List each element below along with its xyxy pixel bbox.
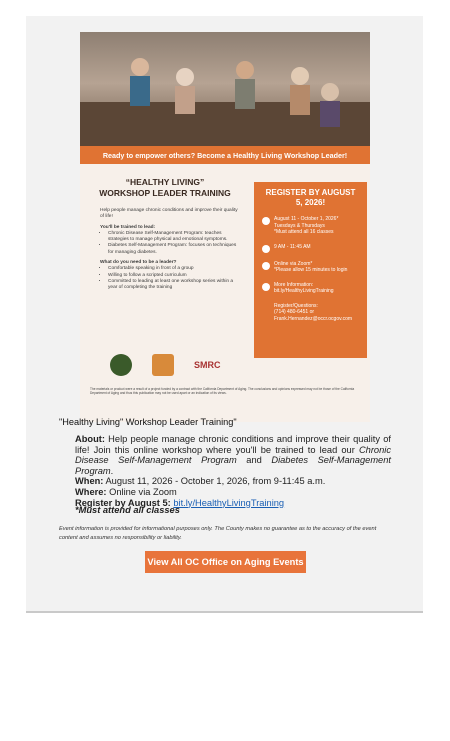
flyer-questions-label: Register/Questions: (274, 302, 318, 309)
register-label: Register by August 5: (75, 497, 171, 508)
flyer-more-info-label: More Information: (274, 281, 314, 288)
flyer-fineprint: The materials or product were a result of a project funded by a contract with the California Department of Aging. The conclusions and opinions expressed may not be those of the California Department of Aging and thus this publication may not be used apart or an indication of its views. (90, 387, 355, 396)
flyer-dates: August 11 - October 1, 2026* Tuesdays & Thursdays (274, 216, 339, 229)
video-icon (262, 262, 270, 270)
register-link[interactable]: bit.ly/HealthyLivingTraining (173, 497, 285, 508)
event-flyer-image (80, 32, 370, 422)
where-text: Online via Zoom (106, 486, 177, 497)
flyer-time: 9 AM - 11:45 AM (274, 243, 311, 250)
and-text: and (236, 455, 272, 466)
flyer-trained-item: • Diabetes Self-Management Program: focuses on techniques for managing diabetes. (108, 243, 240, 256)
email-content-panel (26, 16, 423, 613)
flyer-need-item: • Willing to follow a scripted curriculum (108, 273, 240, 279)
group-photo (80, 32, 370, 146)
flyer-register-heading: REGISTER BY AUGUST 5, 2026! (265, 188, 356, 207)
flyer-email: Frank.Hernandez@occr.ocgov.com (274, 315, 353, 322)
program-1: Chronic Disease Self-Management Program (75, 444, 391, 466)
about-text: Help people manage chronic conditions and improve their quality of life! Join this online workshop where you'll be trained to lead our (75, 434, 391, 455)
about-label: About: (75, 434, 105, 444)
county-seal-logo (110, 354, 132, 376)
flyer-intro: Help people manage chronic conditions and improve their quality of life! (100, 208, 238, 220)
flyer-caption: "Healthy Living" Workshop Leader Training" (59, 417, 237, 427)
event-description (75, 434, 391, 508)
when-label: When: (75, 476, 104, 487)
flyer-need-item: • Committed to leading at least one workshop series within a year of completing the training (108, 279, 240, 292)
flyer-location: Online via Zoom* (274, 260, 313, 267)
flyer-trained-item: • Chronic Disease Self-Management Program: teaches strategies to manage physical and emotional symptoms. (108, 231, 240, 244)
clock-icon (262, 245, 270, 253)
flyer-title-line2: WORKSHOP LEADER TRAINING (99, 188, 231, 198)
flyer-phone: (714) 480-6451 or (274, 309, 315, 315)
smrc-logo: SMRC (194, 360, 221, 370)
disclaimer: Event information is provided for informational purposes only. The County makes no guarantee as to the accuracy of the event content and assumes no responsibility or liability. (59, 526, 377, 542)
period: . (110, 465, 114, 476)
flyer-location-note: *Please allow 15 minutes to login (274, 267, 348, 273)
flyer-need-item: • Comfortable speaking in front of a group (108, 266, 240, 272)
flyer-banner: Ready to empower others? Become a Healthy Living Workshop Leader! (80, 146, 370, 164)
flyer-dates-note: *Must attend all 16 classes (274, 229, 334, 235)
flyer-need-heading: What do you need to be a leader? (100, 260, 177, 266)
flyer-more-info-link: bit.ly/HealthyLivingTraining (274, 288, 334, 294)
info-icon (262, 283, 270, 291)
sponsor-logos (110, 354, 221, 376)
calendar-icon (262, 217, 270, 225)
flyer-register-box (254, 182, 367, 358)
flyer-trained-heading: You'll be trained to lead: (100, 224, 156, 230)
where-label: Where: (75, 486, 107, 497)
when-text: August 11, 2026 - October 1, 2026, from 9-11:45 a.m. (103, 476, 326, 487)
office-on-aging-logo (152, 354, 174, 376)
view-all-events-button[interactable]: View All OC Office on Aging Events (145, 551, 306, 573)
program-2: Diabetes Self-Management Program (75, 455, 391, 476)
flyer-title-line1: “HEALTHY LIVING” (125, 177, 205, 187)
flyer-title (90, 177, 240, 199)
flyer-body (100, 208, 240, 292)
must-attend-note: *Must attend all classes (75, 505, 180, 515)
